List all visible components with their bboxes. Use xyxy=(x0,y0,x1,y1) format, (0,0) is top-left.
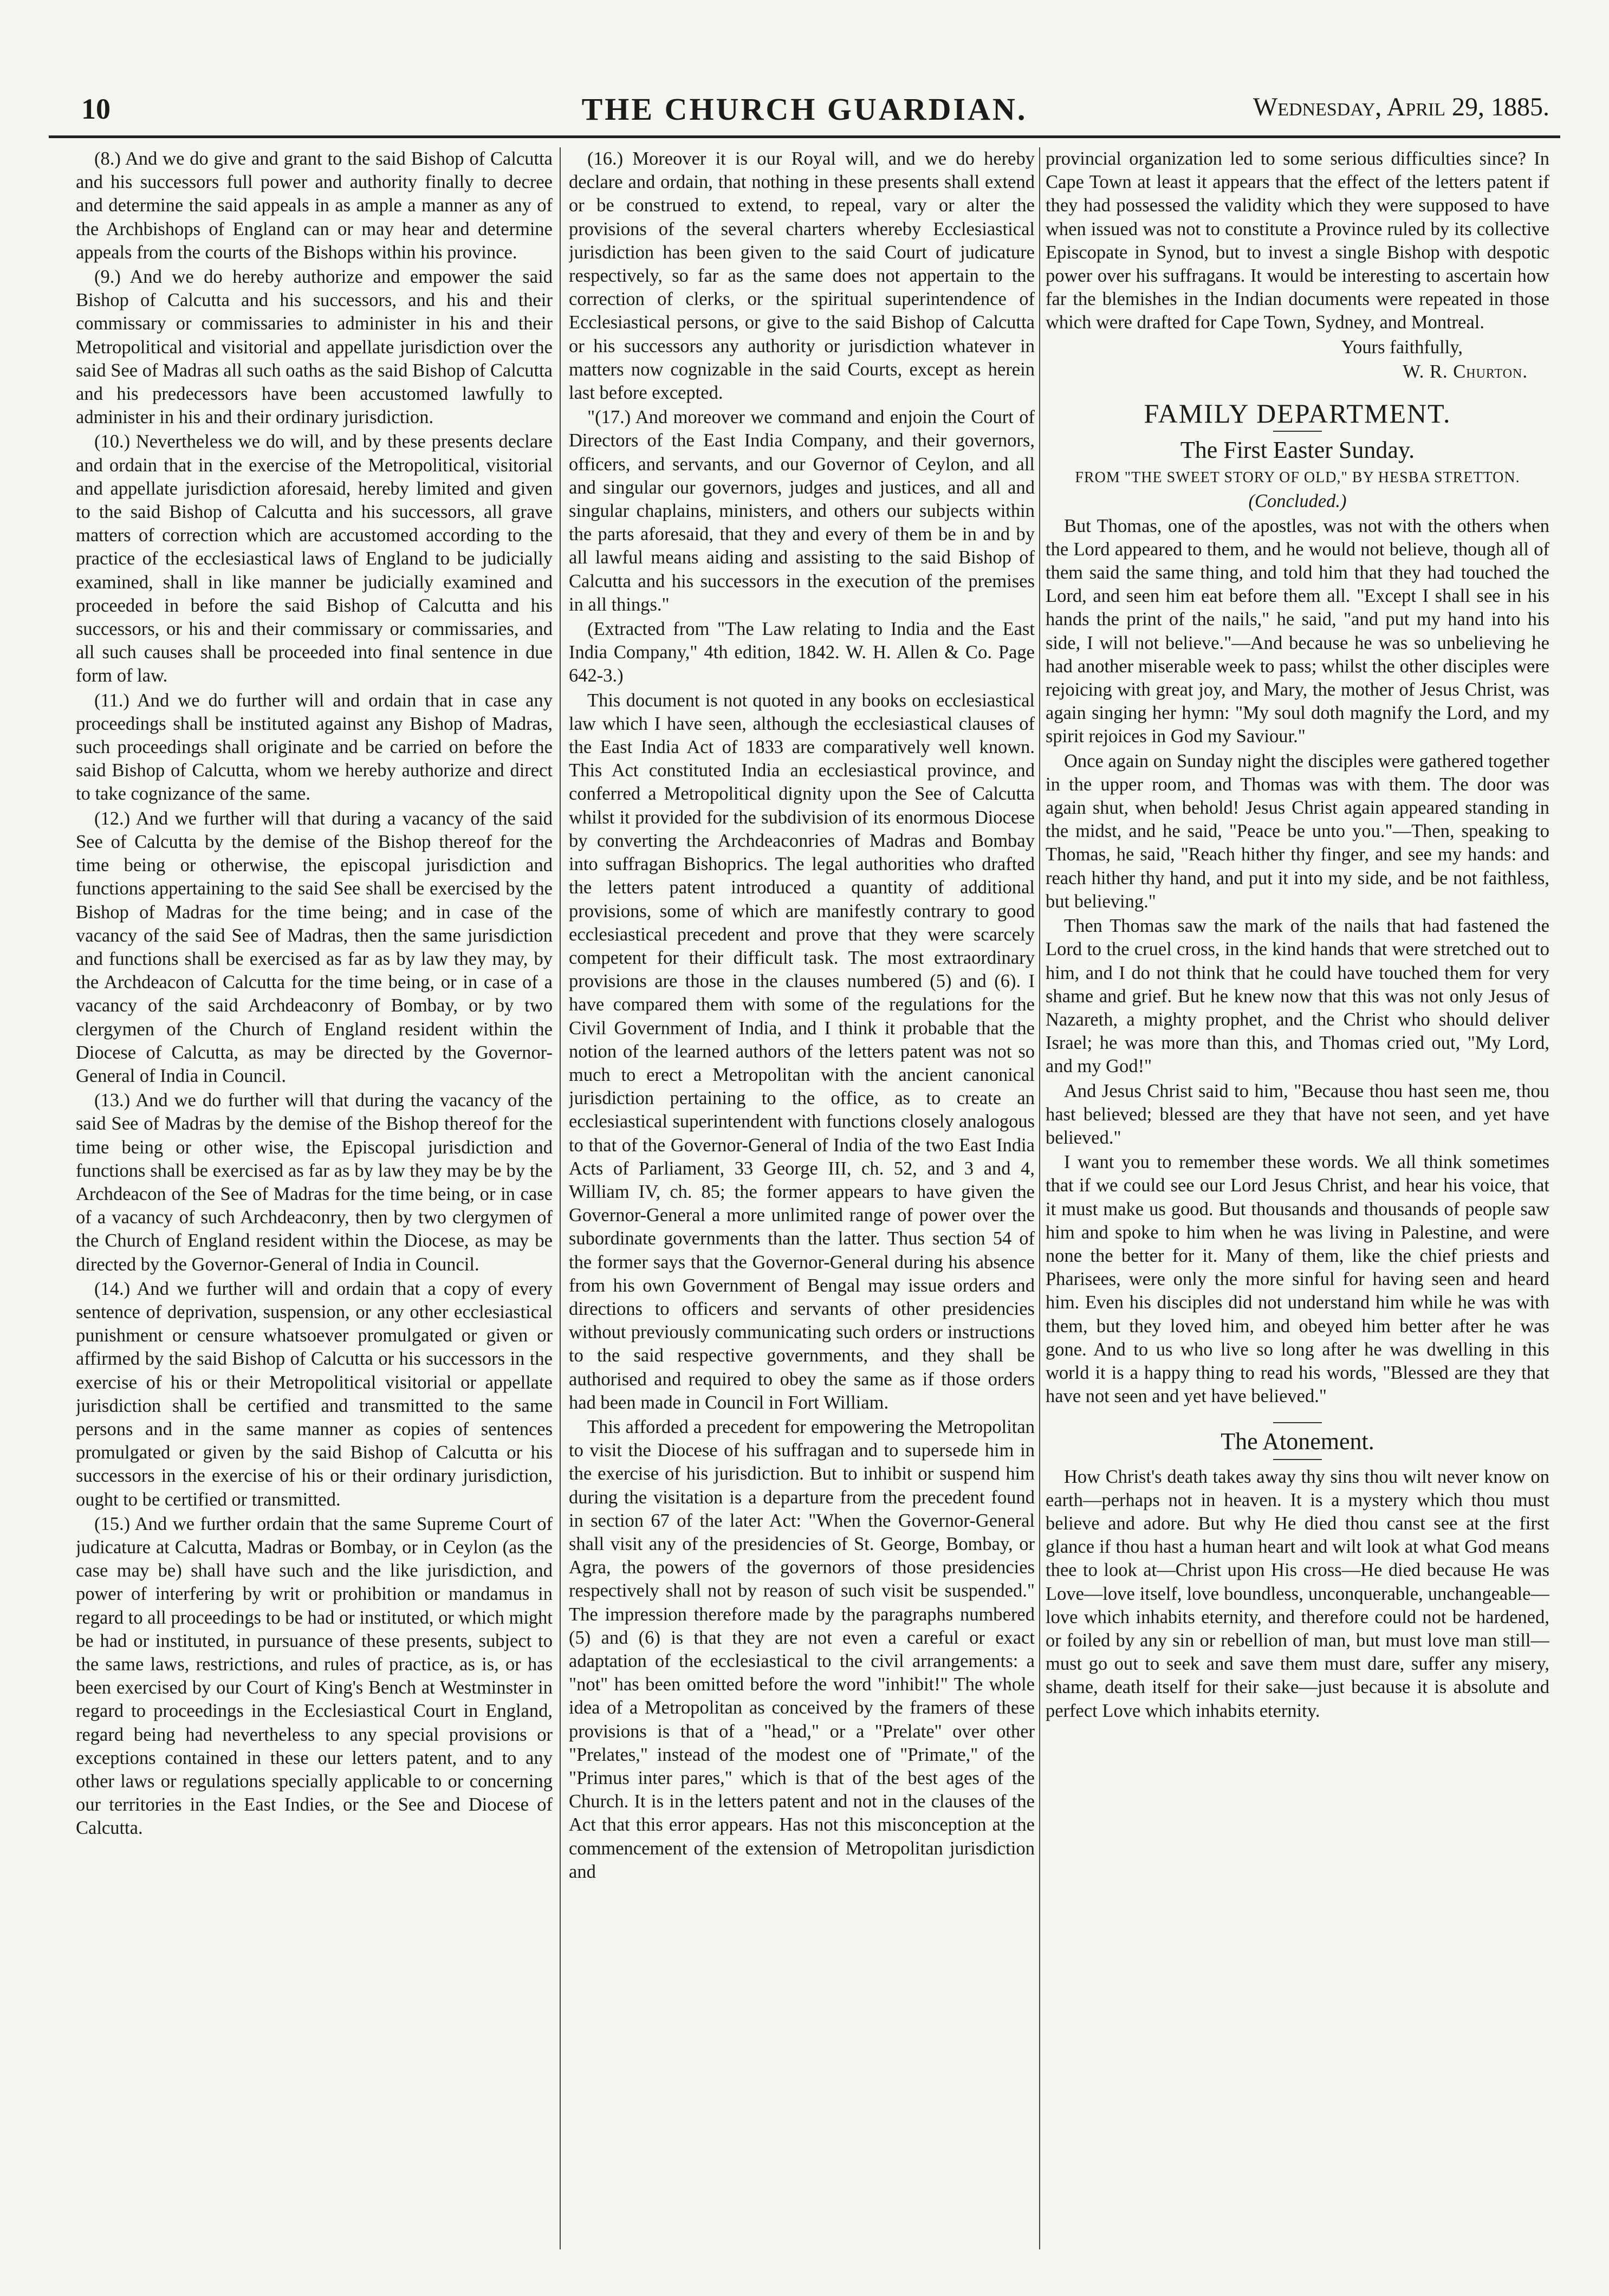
clause-17: "(17.) And moreover we command and enjoin the Court of Directors of the East India Company, and their governors, officers, and servants, and our Governor of Ceylon, and all and singular our governors, judges and justices, and all and singular chaplains, ministers, and others our subjects within the parts aforesaid, that they and every of them be in and by all lawful means aiding and assisting to the said Bishop of Calcutta and his successors in the execution of the premises in all things." xyxy=(569,407,1035,615)
column-rule xyxy=(1039,147,1040,2249)
story-source: FROM "THE SWEET STORY OF OLD," BY HESBA STRETTON. xyxy=(1075,469,1520,487)
divider xyxy=(1273,1459,1322,1460)
story-paragraph: And Jesus Christ said to him, "Because thou hast seen me, thou hast believed; blessed are they that have not seen, and yet have believed." xyxy=(1046,1080,1549,1148)
article-title: The Atonement. xyxy=(1221,1428,1374,1455)
clause-9: (9.) And we do hereby authorize and empower the said Bishop of Calcutta and his successors, and his and their commissary or commissaries to administer in his and their Metropolitical and visitorial and appellate jurisdiction over the said See of Madras all such oaths as the said Bishop of Calcutta and his predecessors have been accustomed lawfully to administer in his and their ordinary jurisdiction. xyxy=(76,267,553,428)
clause-10: (10.) Nevertheless we do will, and by these presents declare and ordain that in the exercise of the Metropolitical, visitorial and appellate jurisdiction aforesaid, hereby limited and given to the said Bishop of Calcutta and his successors, all grave matters of correction which are accustomed according to the practice of the ecclesiastical laws of England to be judicially examined, shall in like manner be judicially examined and proceeded in before the said Bishop of Calcutta and his successors, or his and their commissary or commissaries, and all such causes shall be proceeded into final sentence in due form of law. xyxy=(76,431,553,686)
story-title: The First Easter Sunday. xyxy=(1180,437,1415,464)
clause-11: (11.) And we do further will and ordain that in case any proceedings shall be instituted against any Bishop of Madras, such proceedings shall originate and be carried on before the said Bishop of Calcutta, whom we hereby authorize and direct to take cognizance of the same. xyxy=(76,690,553,805)
citation: (Extracted from "The Law relating to India and the East India Company," 4th edition, 1842. W. H. Allen & Co. Page 642-3.) xyxy=(569,619,1035,686)
clause-14: (14.) And we further will and ordain that a copy of every sentence of deprivation, suspension, or any other ecclesiastical punishment or censure whatsoever promulgated or given or affirmed by the said Bishop of Calcutta or his successors in the exercise of his or their Metropolitical visitorial or appellate jurisdiction shall be certified and transmitted to the same persons and in the same manner as copies of sentences promulgated or given by the said Bishop of Calcutta or his successors in the exercise of his or their ordinary jurisdiction, ought to be certified or transmitted. xyxy=(76,1278,553,1510)
column-1 xyxy=(76,147,553,2249)
clause-8: (8.) And we do give and grant to the said Bishop of Calcutta and his successors full power and authority finally to decree and determine the said appeals in as ample a manner as any of the Archbishops of England can or may hear and determine appeals from the courts of the Bishops within his province. xyxy=(76,148,553,263)
commentary-paragraph: This afforded a precedent for empowering the Metropolitan to visit the Diocese of his suffragan and to supersede him in the exercise of his jurisdiction. But to inhibit or suspend him during the visitation is a departure from the precedent found in section 67 of the later Act: "When the Governor-General shall visit any of the presidencies of St. George, Bombay, or Agra, the powers of the governors of those presidencies respectively shall not by reason of such visit be suspended." The impression therefore made by the paragraphs numbered (5) and (6) is that they are not even a careful or exact adaptation of the ecclesiastical to the civil arrangements: a "not" has been omitted before the word "inhibit!" The whole idea of a Metropolitan as conceived by the framers of these provisions is that of a "head," or a "Prelate" over other "Prelates," instead of the modest one of "Primate," of the "Primus inter pares," which is that of the best ages of the Church. It is in the letters patent and not in the clauses of the Act that this error appears. Has not this misconception at the commencement of the extension of Metropolitan jurisdiction and xyxy=(569,1416,1035,1882)
divider xyxy=(1273,431,1322,432)
clause-12: (12.) And we further will that during a vacancy of the said See of Calcutta by the demise of the Bishop thereof for the time being or otherwise, the episcopal jurisdiction and functions appertaining to the said See shall be exercised by the Bishop of Madras for the time being; and in case of the vacancy of the said See of Madras, then the same jurisdiction and functions shall be exercised as far as by law they may, by the Archdeacon of Calcutta for the time being, or in case of a vacancy of the said Archdeaconry of Bombay, or by two clergymen of the Church of England resident within the Diocese of Calcutta, as may be directed by the Governor-General of India in Council. xyxy=(76,808,553,1086)
column-rule xyxy=(560,147,561,2249)
letter-conclusion: provincial organization led to some serious difficulties since? In Cape Town at least it appears that the effect of the letters patent if they had possessed the validity which they were supposed to have when issued was not to constitute a Province ruled by its collective Episcopate in Synod, but to invest a single Bishop with despotic power over his suffragans. It would be interesting to ascertain how far the blemishes in the Indian documents were repeated in those which were drafted for Cape Town, Sydney, and Montreal. xyxy=(1046,148,1549,333)
story-paragraph: But Thomas, one of the apostles, was not with the others when the Lord appeared to them, and he would not believe, though all of them said the same thing, and told him that they had touched the Lord, and seen him eat before them all. "Except I shall see in his hands the print of the nails," he said, "and put my hand into his side, I will not believe."—And because he was so unbelieving he had another miserable week to pass; whilst the other disciples were rejoicing with great joy, and Mary, the mother of Jesus Christ, was again singing her hymn: "My soul doth magnify the Lord, and my spirit rejoices in God my Saviour." xyxy=(1046,515,1549,747)
newspaper-title: THE CHURCH GUARDIAN. xyxy=(581,92,1028,127)
divider xyxy=(1273,1422,1322,1423)
concluded-note: (Concluded.) xyxy=(1248,491,1347,512)
clause-16: (16.) Moreover it is our Royal will, and we do hereby declare and ordain, that nothing in these presents shall extend or be construed to extend, to repeal, vary or alter the provisions of the several charters whereby Ecclesiastical jurisdiction has been given to the said Court of judicature respectively, so far as the same does not appertain to the correction of clerks, or the spiritual superintendence of Ecclesiastical persons, or give to the said Bishop of Calcutta or his successors any authority or jurisdiction whatever in matters now cognizable in the said Courts, except as herein last before excepted. xyxy=(569,148,1035,404)
article-paragraph: How Christ's death takes away thy sins thou wilt never know on earth—perhaps not in heaven. It is a mystery which thou must believe and adore. But why He died thou canst see at the first glance if thou hast a human heart and wilt look at what God means thee to look at—Christ upon His cross—He died because He was Love—love itself, love boundless, unconquerable, unchangeable—love which inhabits eternity, and therefore could not be hardened, or foiled by any sin or rebellion of man, but must love man still—must go out to seek and save them must dare, suffer any misery, shame, death itself for their sake—just because it is absolute and perfect Love which inhabits eternity. xyxy=(1046,1466,1549,1721)
section-heading: FAMILY DEPARTMENT. xyxy=(1144,398,1451,429)
letter-closing: Yours faithfully, xyxy=(1341,336,1463,358)
story-paragraph: Then Thomas saw the mark of the nails that had fastened the Lord to the cruel cross, in the kind hands that were stretched out to him, and I do not think that he could have touched them for very shame and grief. But he knew now that this was not only Jesus of Nazareth, a mighty prophet, and the Christ who should deliver Israel; he was more than this, and Thomas cried out, "My Lord, and my God!" xyxy=(1046,916,1549,1077)
issue-date: Wednesday, April 29, 1885. xyxy=(1253,93,1549,121)
clause-13: (13.) And we do further will that during the vacancy of the said See of Madras by the demise of the Bishop thereof for the time being or other wise, the Episcopal jurisdiction and functions shall be exercised as far as by law they may be by the Archdeacon of the See of Madras for the time being, or in case of a vacancy of such Archdeaconry, then by two clergymen of the Church of England resident within the Diocese, as may be directed by the Governor-General of India in Council. xyxy=(76,1090,553,1275)
clause-15: (15.) And we further ordain that the same Supreme Court of judicature at Calcutta, Madras or Bombay, or in Ceylon (as the case may be) shall have such and the like jurisdiction, and power of interfering by writ or prohibition or mandamus in regard to all proceedings to be had or instituted, or which might be had or instituted, in pursuance of these presents, subject to the same laws, restrictions, and rules of practice, as is, or has been exercised by our Court of King's Bench at Westminster in regard to proceedings in the Ecclesiastical Court in England, regard being had nevertheless to any special provisions or exceptions contained in these our letters patent, and to any other laws or regulations specially applicable to or concerning our territories in the East Indies, or the See and Diocese of Calcutta. xyxy=(76,1513,553,1839)
column-2 xyxy=(569,147,1035,2249)
column-3 xyxy=(1046,147,1549,2249)
story-paragraph: I want you to remember these words. We all think sometimes that if we could see our Lord Jesus Christ, and hear his voice, that it must make us good. But thousands and thousands of people saw him and spoke to him when he was living in Palestine, and were none the better for it. Many of them, like the chief priests and Pharisees, were only the more sinful for having seen and heard him. Even his disciples did not understand him while he was with them, but they loved him, and obeyed him better after he was gone. And to us who live so long after he was dwelling in this world it is a happy thing to read his words, "Blessed are they that have not seen and yet have believed." xyxy=(1046,1152,1549,1407)
commentary-paragraph: This document is not quoted in any books on ecclesiastical law which I have seen, although the ecclesiastical clauses of the East India Act of 1833 are comparatively well known. This Act constituted India an ecclesiastical province, and conferred a Metropolitical dignity upon the See of Calcutta whilst it provided for the subdivision of its enormous Diocese by converting the Archdeaconries of Madras and Bombay into suffragan Bishoprics. The legal authorities who drafted the letters patent introduced a quantity of additional provisions, some of which are manifestly contrary to good ecclesiastical precedent and prove that they were scarcely competent for their difficult task. The most extraordinary provisions are those in the clauses numbered (5) and (6). I have compared them with some of the regulations for the Civil Government of India, and I think it probable that the notion of the learned authors of the letters patent was not so much to erect a Metropolitan with the ancient canonical jurisdiction pertaining to the office, as to create an ecclesiastical superintendent with functions closely analogous to that of the Governor-General of India of the two East India Acts of Parliament, 33 George III, ch. 52, and 3 and 4, William IV, ch. 85; the former appears to have given the Governor-General a more unlimited range of power over the subordinate governments than the latter. Thus section 54 of the former says that the Governor-General during his absence from his own Government of Bengal may issue orders and directions to officers and servants of other presidencies without previously communicating such orders or instructions to the said respective governments, and they shall be authorised and required to obey the same as if those orders had been made in Council in Fort William. xyxy=(569,690,1035,1413)
story-paragraph: Once again on Sunday night the disciples were gathered together in the upper room, and Thomas was with them. The door was again shut, when behold! Jesus Christ again appeared standing in the midst, and he said, "Peace be unto you."—Then, speaking to Thomas, he said, "Reach hither thy finger, and see my hands: and reach hither thy hand, and put it into my side, and be not faithless, but believing." xyxy=(1046,750,1549,912)
page-number: 10 xyxy=(81,93,111,125)
masthead xyxy=(49,81,1560,138)
letter-signature: W. R. Churton. xyxy=(1403,361,1528,382)
